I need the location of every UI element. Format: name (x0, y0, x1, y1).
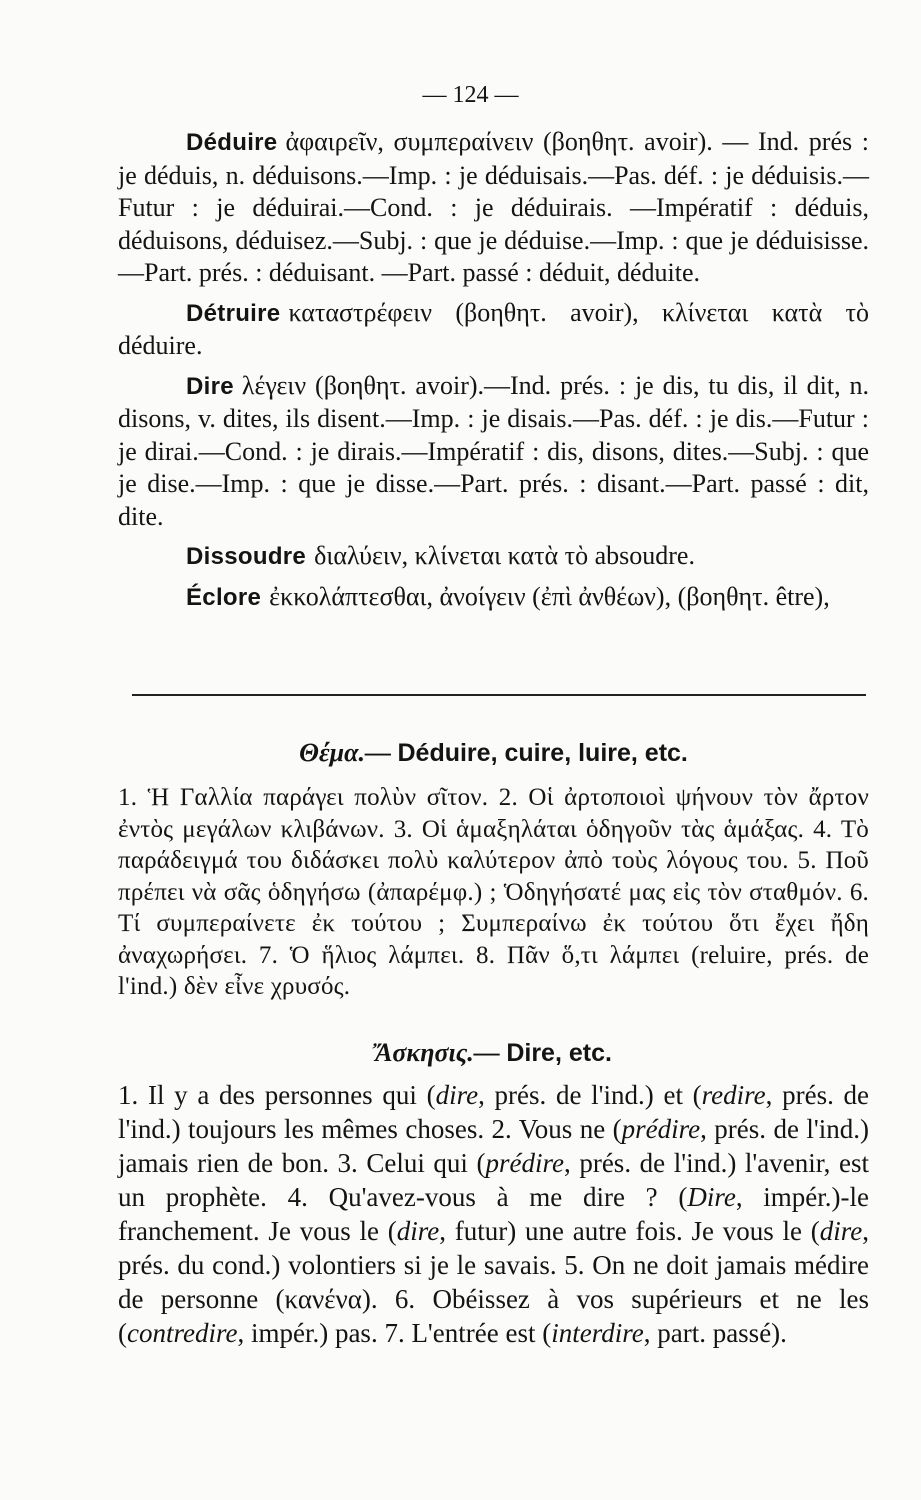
entry-text: διαλύειν, κλίνεται κατὰ τὸ absoudre. (314, 541, 695, 570)
entry-dissoudre (118, 540, 869, 574)
exercise-text: , prés. de l'ind.) toujours les mêmes choses. 2. Vous ne ( (118, 1080, 870, 1144)
entry-deduire (118, 126, 869, 290)
exercise-body (118, 1078, 869, 1350)
verb-infinitive: prédire (485, 1148, 564, 1178)
verb-infinitive: redire (701, 1080, 766, 1110)
entry-dire (118, 370, 869, 534)
exercise-body: 1. Ἡ Γαλλία παράγει πολὺν σῖτον. 2. Οἱ ἀρτοποιοὶ ψήνουν τὸν ἄρτον ἐντὸς μεγάλων κλιβάνων. 3. Οἱ ἁμαξηλάται ὁδηγοῦν τὰς ἁμάξας. 4. Τὸ παράδειγμά του διδάσκει πολὺ καλύτερον ἀπὸ τοὺς λόγους του. 5. Ποῦ πρέπει νὰ σᾶς ὁδηγήσω (ἀπαρέμφ.) ; Ὁδηγήσατέ μας εἰς τὸν σταθμόν. 6. Τί συμπεραίνετε ἐκ τούτου ; Συμπεραίνω ἐκ τούτου ὅτι ἔχει ἤδη ἀναχωρήσει. 7. Ὁ ἥλιος λάμπει. 8. Πᾶν ὅ,τι λάμπει (reluire, prés. de l'ind.) δὲν εἶνε χρυσός. (118, 784, 869, 1000)
exercise-askisis (118, 1038, 869, 1377)
heading-greek: Ἄσκησις.— (375, 1038, 500, 1067)
section-heading (118, 1038, 869, 1068)
exercise-text: , futur) une autre fois. Je vous le ( (439, 1216, 820, 1246)
verb-infinitive: interdire (551, 1318, 644, 1348)
exercise-theme (118, 738, 869, 1028)
exercise-text: , part. passé). (643, 1318, 787, 1348)
heading-greek: Θέμα.— (299, 738, 391, 767)
headword: Éclore (186, 583, 262, 611)
section-heading (118, 738, 869, 768)
entry-detruire (118, 297, 869, 363)
entry-text: καταστρέφειν (βοηθητ. avoir), κλίνεται κατὰ τὸ déduire. (118, 297, 869, 360)
exercise-text: , prés. de l'ind.) et ( (478, 1080, 702, 1110)
verb-infinitive: Dire (687, 1182, 736, 1212)
verb-infinitive: contredire (127, 1318, 238, 1348)
exercise-text: , prés. du cond.) volontiers si je le savais. 5. On ne doit jamais médire de personne (κανένα). 6. Obéissez à vos supérieurs et ne les ( (118, 1216, 869, 1348)
headword: Dire (186, 372, 234, 400)
verb-infinitive: dire (819, 1216, 863, 1246)
entry-text: ἐκκολάπτεσθαι, ἀνοίγειν (ἐπὶ ἀνθέων), (βοηθητ. être), (269, 581, 830, 611)
headword: Déduire (186, 129, 278, 156)
verb-infinitive: prédire (621, 1114, 701, 1144)
exercise-text: , prés. de l'ind.) jamais rien de bon. 3. Celui qui ( (118, 1114, 870, 1178)
exercise-text: , impér.) pas. 7. L'entrée est ( (237, 1318, 552, 1348)
entry-text: λέγειν (βοηθητ. avoir).—Ind. prés. : je dis, tu dis, il dit, n. disons, v. dites, ils disent.—Imp. : je disais.—Pas. déf. : je dis.—Futur : je dirai.—Cond. : je dirais.—Impératif : dis, disons, dites.—Subj. : que je dise.—Imp. : que je disse.—Part. prés. : disant.—Part. passé : dit, dite. (118, 370, 869, 531)
entry-eclore (118, 581, 869, 615)
heading-title: Dire, etc. (506, 1039, 612, 1067)
page-number: — 124 — (422, 82, 519, 108)
section-divider (132, 694, 866, 696)
verb-infinitive: dire (435, 1080, 479, 1110)
heading-title: Déduire, cuire, luire, etc. (397, 739, 688, 767)
exercise-text: , impér.)-le franchement. Je vous le ( (118, 1182, 869, 1246)
exercise-text: , prés. de l'ind.) l'avenir, est un prophète. 4. Qu'avez-vous à me dire ? ( (118, 1148, 869, 1212)
exercise-text: 1. Il y a des personnes qui ( (118, 1080, 436, 1110)
headword: Détruire (186, 299, 281, 327)
entry-text: ἀφαιρεῖν, συμπεραίνειν (βοηθητ. avoir). — Ind. prés : je déduis, n. déduisons.—Imp. : je déduisais.—Pas. déf. : je déduisis.—Futur : je déduirai.—Cond. : je déduirais. —Impératif : déduis, déduisons, déduisez.—Subj. : que je déduise.—Imp. : que je déduisisse.—Part. prés. : déduisant. —Part. passé : déduit, déduite. (118, 127, 869, 287)
headword: Dissoudre (186, 543, 307, 570)
verb-entries (118, 126, 869, 621)
verb-infinitive: dire (396, 1216, 440, 1246)
